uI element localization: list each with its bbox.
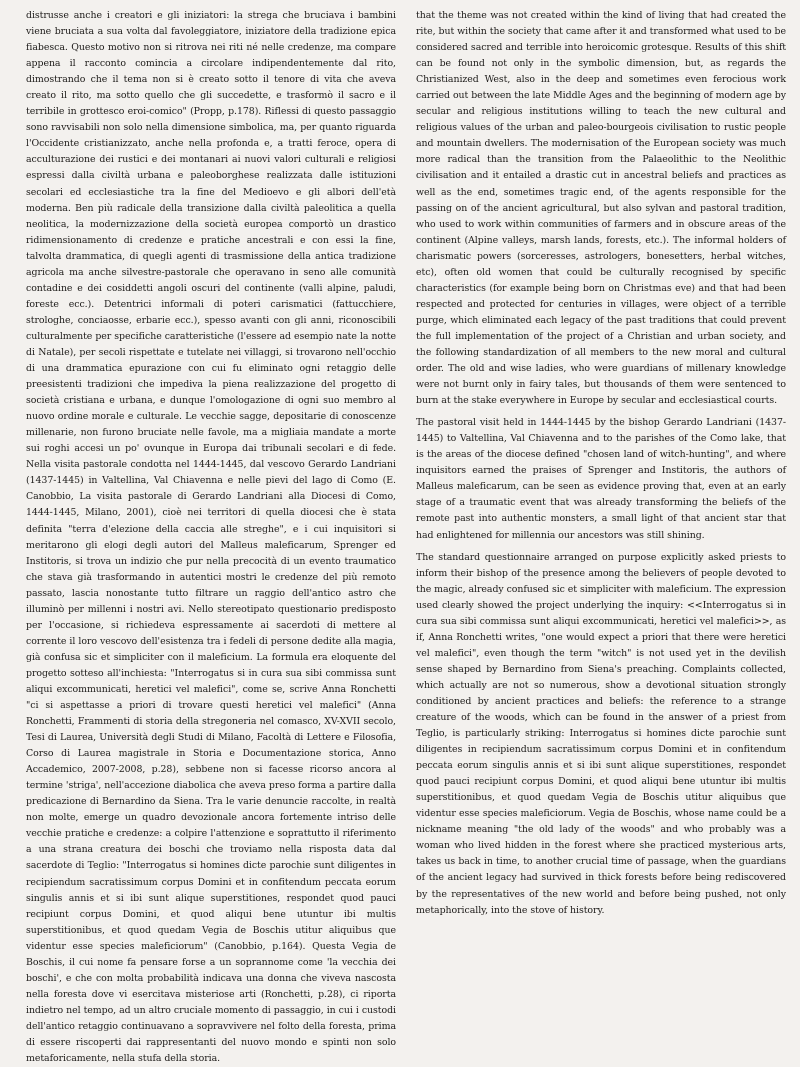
english-paragraph-3: The standard questionnaire arranged on purpose explicitly asked priests to inform their bishop of the presence among the believers of people devoted to the magic, already confused sic et simpliciter with maleficium. The expression used clearly showed the project underlying the inquiry: <<Interrogatus si in cura sua sibi commissa sunt aliqui excommunicati, heretici vel malefici>>, as if, Anna Ronchetti writes, "one would expect a priori that there were heretici vel malefici", even though the term "witch" is not used yet in the devilish sense shaped by Bernardino from Siena's preaching. Complaints collected, which actually are not so numerous, show a devotional situation strongly conditioned by ancient practices and beliefs: the reference to a strange creature of the woods, which can be found in the answer of a priest from Teglio, is particularly striking: Interrogatus si homines dicte parochie sunt diligentes in recipiendum sacratissimum corpus Domini et in confitendum peccata eorum singulis annis et si ibi sunt alique superstitiones, respondet quod pauci recipiunt corpus Domini, et quod aliqui bene utuntur ibi multis superstitionibus, et quod quedam Vegia de Boschis utitur aliquibus que videntur esse species maleficiorum. Vegia de Boschis, whose name could be a nickname meaning "the old lady of the woods" and who probably was a woman who lived hidden in the forest where she practiced mysterious arts, takes us back in time, to another crucial time of passage, when the guardians of the ancient legacy had survived in thick forests before being rediscovered by the representatives of the new world and before being pushed, not only metaphorically, into the stove of history.: [416, 551, 786, 916]
english-paragraph-1: that the theme was not created within the kind of living that had created the rite, but within the society that came after it and transformed what used to be considered sacred and terrible into heroicomic grotesque. Results of this shift can be found not only in the symbolic dimension, but, as regards the Christianized West, also in the deep and sometimes even ferocious work carried out between the late Middle Ages and the beginning of modern age by secular and religious institutions willing to teach the new cultural and religious values of the urban and paleo-bourgeois civilisation to rustic people and mountain dwellers. The modernisation of the European society was much more radical than the transition from the Palaeolithic to the Neolithic civilisation and it entailed a drastic cut in ancestral beliefs and practices as well as the end, sometimes tragic end, of the agents responsible for the passing on of the ancient agricultural, but also sylvan and pastoral tradition, who used to work within communities of farmers and in obscure areas of the continent (Alpine valleys, marsh lands, forests, etc.). The informal holders of charismatic powers (sorceresses, astrologers, bonesetters, herbal witches, etc), often old women that could be culturally recognised by specific characteristics (for example being born on Christmas eve) and that had been respected and protected for centuries in villages, were object of a terrible purge, which eliminated each legacy of the past traditions that could prevent the full implementation of the project of a Christian and urban society, and the following standardization of all members to the new moral and cultural order. The old and wise ladies, who were guardians of millenary knowledge were not burnt only in fairy tales, but thousands of them were sentenced to burn at the stake everywhere in Europe by secular and ecclesiastical courts.: [416, 10, 786, 407]
english-paragraph-2: The pastoral visit held in 1444-1445 by the bishop Gerardo Landriani (1437-1445) to Valtellina, Val Chiavenna and to the parishes of the Como lake, that is the areas of the diocese defined "chosen land of witch-hunting", and where inquisitors earned the praises of Sprenger and Institoris, the authors of Malleus maleficarum, can be seen as evidence proving that, even at an early stage of a traumatic event that was already transforming the beliefs of the remote past into authentic monsters, a small light of that ancient star that had enlightened for millennia our ancestors was still shining.: [416, 417, 786, 541]
italian-text-column: [26, 8, 396, 1065]
english-text-column: [416, 8, 786, 1034]
italian-paragraph: distrusse anche i creatori e gli iniziatori: la strega che bruciava i bambini viene bruciata a sua volta dal favoleggiatore, iniziatore della tradizione epica fiabesca. Questo motivo non si ritrova nei riti né nelle credenze, ma compare appena il racconto comincia a circolare indipendentemente dal rito, dimostrando che il tema non si è creato sotto il tenore di vita che aveva creato il rito, ma sotto quello che gli succedette, e trasformò il sacro e il terribile in grottesco eroi-comico" (Propp, p.178). Riflessi di questo passaggio sono ravvisabili non solo nella dimensione simbolica, ma, per quanto riguarda l'Occidente cristianizzato, anche nella profonda e, a tratti feroce, opera di acculturazione dei rustici e dei montanari ai nuovi valori culturali e religiosi espressi dalla civiltà urbana e paleoborghese realizzata dalle istituzioni secolari ed ecclesiastiche tra la fine del Medioevo e gli albori dell'età moderna. Ben più radicale della transizione dalla civiltà paleolitica a quella neolitica, la modernizzazione della società europea comportò un drastico ridimensionamento di credenze e pratiche ancestrali e con essi la fine, talvolta drammatica, di quegli agenti di trasmissione della antica tradizione agricola ma anche silvestre-pastorale che operavano in seno alle comunità contadine e dei cosiddetti angoli oscuri del continente (valli alpine, paludi, foreste ecc.). Detentrici informali di poteri carismatici (fattucchiere, strologhe, conciaosse, erbarie ecc.), spesso avanti con gli anni, riconoscibili culturalmente per specifiche caratteristiche (l'essere ad esempio nate la notte di Natale), per secoli rispettate e tutelate nei villaggi, si trovarono nell'occhio di una drammatica epurazione con cui fu eliminato ogni retaggio delle preesistenti tradizioni che impediva la piena realizzazione del progetto di società cristiana e urbana, e dunque l'omologazione di ogni suo membro al nuovo ordine morale e culturale. Le vecchie sagge, depositarie di conoscenze millenarie, non furono bruciate nelle favole, ma a migliaia mandate a morte sui roghi accesi un po' ovunque in Europa dai tribunali secolari e di fede. Nella visita pastorale condotta nel 1444-1445, dal vescovo Gerardo Landriani (1437-1445) in Valtellina, Val Chiavenna e nelle pievi del lago di Como (E. Canobbio, La visita pastorale di Gerardo Landriani alla Diocesi di Como, 1444-1445, Milano, 2001), cioè nei territori di quella diocesi che è stata definita "terra d'elezione della caccia alle streghe", e i cui inquisitori si meritarono gli elogi degli autori del Malleus maleficarum, Sprenger ed Institoris, si trova un indizio che pur nella precocità di un evento traumatico che stava già trasformando in autentici mostri le credenze del più remoto passato, lascia nonostante tutto filtrare un raggio dell'antico astro che illuminò per millenni i nostri avi. Nello stereotipato questionario predisposto per l'occasione, si richiedeva espressamente ai sacerdoti di mettere al corrente il loro vescovo dell'esistenza tra i fedeli di persone dedite alla magia, già confusa sic et simpliciter con il maleficium. La formula era eloquente del progetto sotteso all'inchiesta: "Interrogatus si in cura sua sibi commissa sunt aliqui excommunicati, heretici vel malefici", come se, scrive Anna Ronchetti "ci si aspettasse a priori di trovare questi heretici vel malefici" (Anna Ronchetti, Frammenti di storia della stregoneria nel comasco, XV-XVII secolo, Tesi di Laurea, Università degli Studi di Milano, Facoltà di Lettere e Filosofia, Corso di Laurea magistrale in Storia e Documentazione storica, Anno Accademico, 2007-2008, p.28), sebbene non si facesse ricorso ancora al termine 'striga', nell'accezione diabolica che aveva preso forma a partire dalla predicazione di Bernardino da Siena. Tra le varie denuncie raccolte, in realtà non molte, emerge un quadro devozionale ancora fortemente intriso delle vecchie pratiche e credenze: a colpire l'attenzione e soprattutto il riferimento a una strana creatura dei boschi che troviamo nella risposta data dal sacerdote di Teglio: "Interrogatus si homines dicte parochie sunt diligentes in recipiendum sacratissimum corpus Domini et in confitendum peccata eorum singulis annis et si ibi sunt alique superstitiones, respondet quod pauci recipiunt corpus Domini, et quod aliqui bene utuntur ibi multis superstitionibus, et quod quedam Vegia de Boschis utitur aliquibus que videntur esse species maleficiorum" (Canobbio, p.164). Questa Vegia de Boschis, il cui nome fa pensare forse a un soprannome come 'la vecchia dei boschi', e che con molta probabilità indicava una donna che viveva nascosta nella foresta dove vi esercitava misteriose arti (Ronchetti, p.28), ci riporta indietro nel tempo, ad un altro cruciale momento di passaggio, in cui i custodi dell'antico retaggio continuavano a sopravvivere nel folto della foresta, prima di essere riscoperti dai rappresentanti del nuovo mondo e spinti non solo metaforicamente, nella stufa della storia.: [26, 10, 396, 1065]
